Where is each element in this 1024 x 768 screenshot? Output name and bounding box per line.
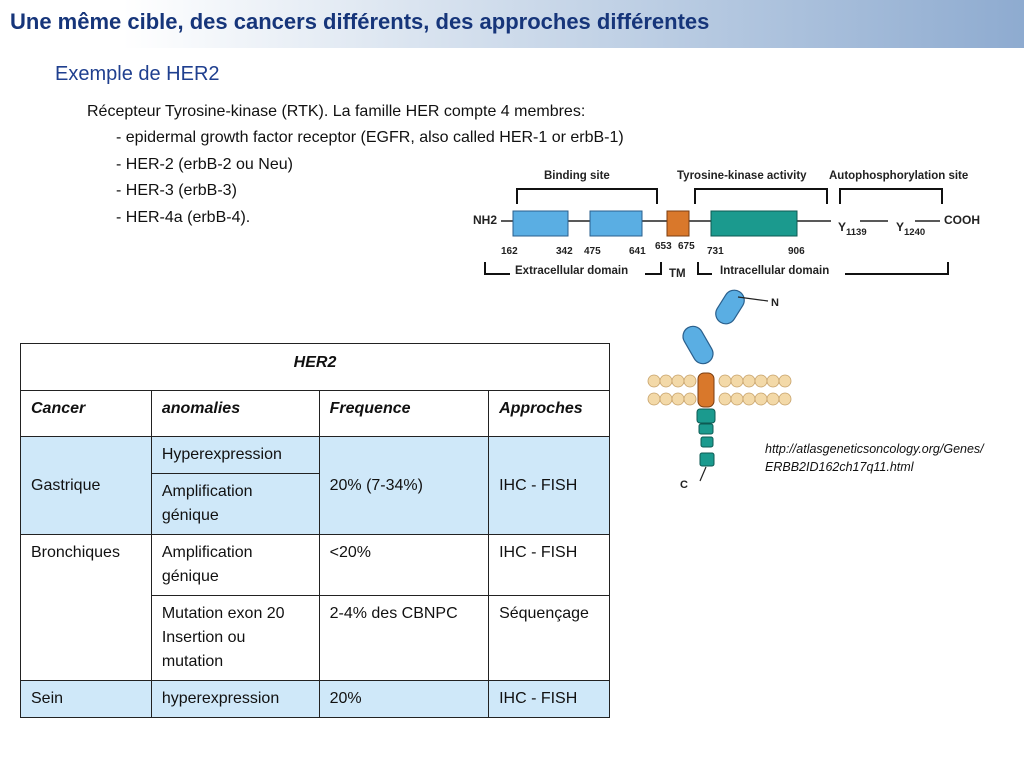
her2-table: [20, 343, 610, 718]
cell-gastrique: Gastrique: [21, 437, 152, 535]
member-her4: - HER-4a (erbB-4).: [116, 209, 251, 226]
intracellular-bracket-left: [698, 262, 712, 274]
table-row: [21, 535, 610, 596]
cell-bronchiques-approche2: Séquençage: [489, 596, 610, 681]
y1240-label: $Y_{1240}$: [896, 220, 926, 238]
intracellular-label: Intracellular domain: [720, 265, 830, 277]
n-terminus-label: N: [771, 297, 779, 309]
pos-675: 675: [678, 241, 695, 252]
binding-site-label: Binding site: [544, 170, 610, 182]
cell-sein-frequence: 20%: [319, 681, 488, 718]
cell-gastrique-anomaly1: Hyperexpression: [151, 437, 319, 474]
pos-162: 162: [501, 246, 518, 257]
tm-box: [667, 211, 689, 236]
pos-653: 653: [655, 241, 672, 252]
cell-bronchiques-anomaly2: Mutation exon 20 Insertion ou mutation: [151, 596, 319, 681]
table-caption: HER2: [21, 344, 610, 391]
cell-gastrique-anomaly2: Amplification génique: [151, 474, 319, 535]
intracellular-bracket-right: [845, 262, 948, 274]
cell-bronchiques-frequence1: <20%: [319, 535, 488, 596]
binding-bracket: [517, 189, 657, 204]
pos-641: 641: [629, 246, 646, 257]
tk-bracket: [695, 189, 827, 204]
source-url[interactable]: http://atlasgeneticsoncology.org/Genes/ERBB2ID162ch17q11.html: [765, 442, 984, 474]
table-caption-row: [21, 344, 610, 391]
cell-bronchiques-anomaly1: Amplification génique: [151, 535, 319, 596]
slide-title: Une même cible, des cancers différents, des approches différentes: [10, 9, 710, 34]
cell-sein-anomaly: hyperexpression: [151, 681, 319, 718]
cell-gastrique-approche: IHC - FISH: [489, 437, 610, 535]
extracellular-bracket-right: [645, 262, 661, 274]
member-egfr: - epidermal growth factor receptor (EGFR, also called HER-1 or erbB-1): [116, 129, 624, 146]
tm-label: TM: [669, 268, 686, 280]
table-row: [21, 437, 610, 474]
table-row: [21, 681, 610, 718]
autophos-label: Autophosphorylation site: [829, 170, 969, 182]
cell-sein: Sein: [21, 681, 152, 718]
extracellular-bracket-left: [485, 262, 510, 274]
extracellular-label: Extracellular domain: [515, 265, 629, 277]
header-approches: Approches: [489, 391, 610, 437]
member-her2: - HER-2 (erbB-2 ou Neu): [116, 156, 293, 173]
header-anomalies: anomalies: [151, 391, 319, 437]
intro-text: Récepteur Tyrosine-kinase (RTK). La famille HER compte 4 membres:: [87, 103, 586, 120]
cooh-label: COOH: [944, 213, 980, 227]
header-frequence: Frequence: [319, 391, 488, 437]
cell-bronchiques-approche1: IHC - FISH: [489, 535, 610, 596]
table-header-row: [21, 391, 610, 437]
title-bar: [0, 0, 1024, 48]
pos-475: 475: [584, 246, 601, 257]
y1139-label: $Y_{1139}$: [838, 220, 867, 238]
kinase-box: [711, 211, 797, 236]
slide-subtitle: Exemple de HER2: [55, 63, 220, 85]
domain-box-2: [590, 211, 642, 236]
autophos-bracket: [840, 189, 942, 204]
pos-906: 906: [788, 246, 805, 257]
member-her3: - HER-3 (erbB-3): [116, 182, 237, 199]
domain-box-1: [513, 211, 568, 236]
pos-342: 342: [556, 246, 573, 257]
cell-bronchiques: Bronchiques: [21, 535, 152, 681]
c-terminus-label: C: [680, 479, 688, 491]
pos-731: 731: [707, 246, 724, 257]
her2-domain-diagram: [468, 160, 988, 285]
header-cancer: Cancer: [21, 391, 152, 437]
cell-bronchiques-frequence2: 2-4% des CBNPC: [319, 596, 488, 681]
nh2-label: NH2: [473, 213, 498, 227]
cell-sein-approche: IHC - FISH: [489, 681, 610, 718]
tk-activity-label: Tyrosine-kinase activity: [677, 170, 807, 182]
cell-gastrique-frequence: 20% (7-34%): [319, 437, 488, 535]
